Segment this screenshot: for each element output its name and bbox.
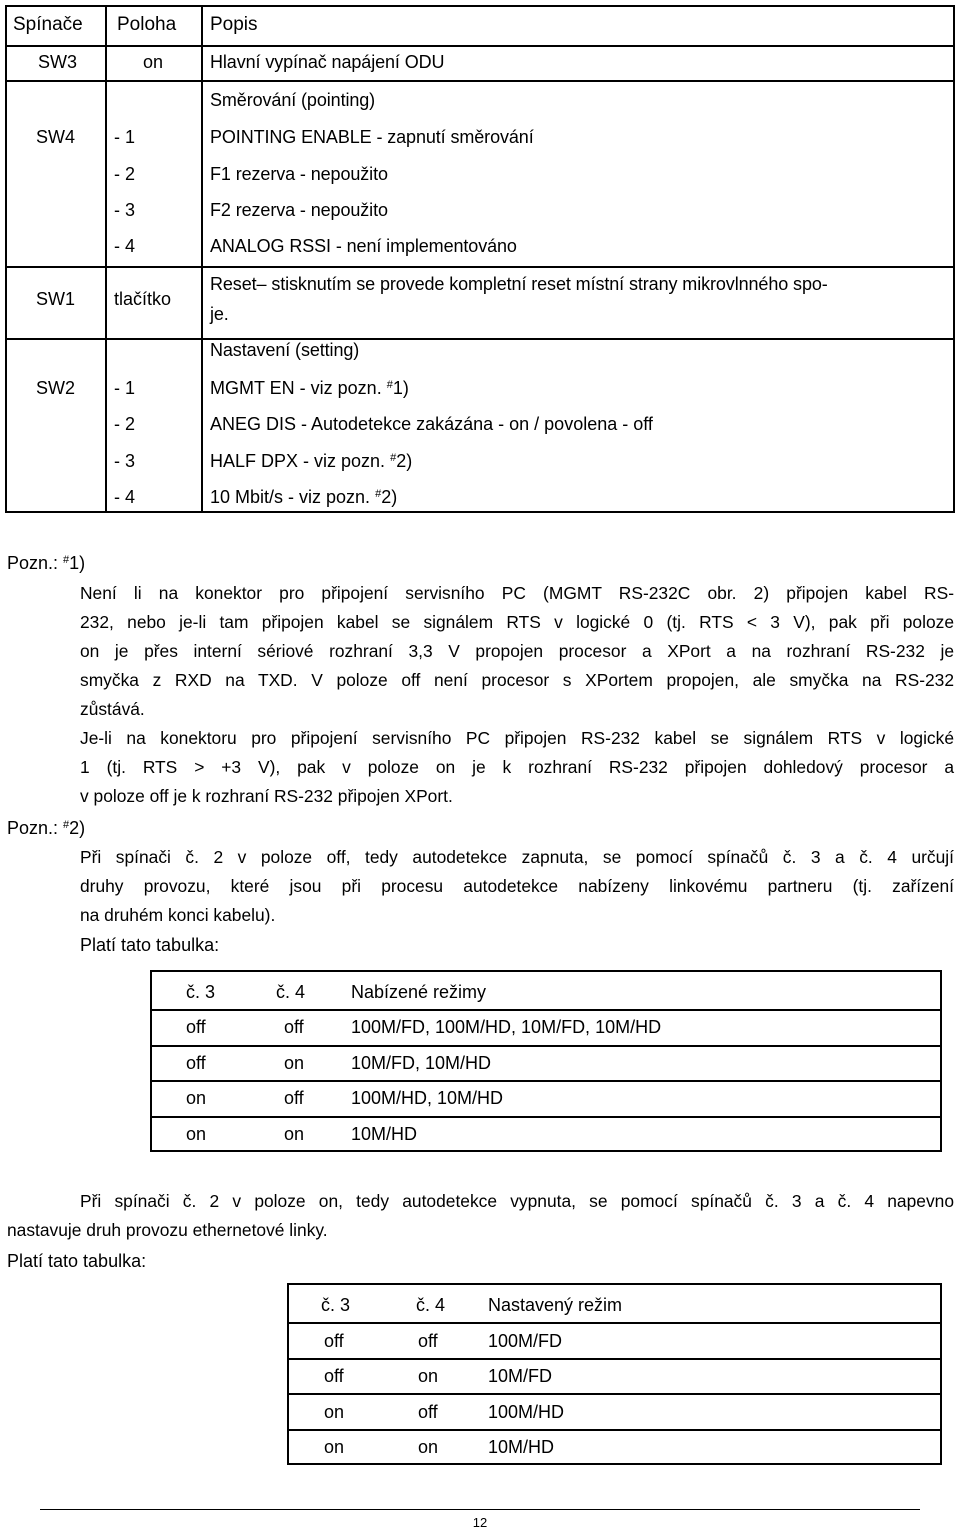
- row-description: F1 rezerva - nepoužito: [210, 164, 388, 184]
- row-description: 10 Mbit/s - viz pozn. #2): [210, 487, 398, 507]
- table1-header-c3: č. 3: [186, 982, 216, 1002]
- note1-label: Pozn.: #1): [7, 553, 86, 573]
- table2-cell: off: [418, 1402, 438, 1422]
- table1-cell: off: [186, 1053, 206, 1073]
- header-description: Popis: [210, 14, 258, 35]
- row-switch: SW2: [36, 378, 76, 398]
- row-description-cont: je.: [210, 304, 229, 324]
- row-position: - 3: [114, 451, 136, 471]
- header-switches: Spínače: [13, 14, 83, 35]
- table2-header-mode: Nastavený režim: [488, 1295, 623, 1315]
- modes-table-1: [150, 970, 942, 1152]
- row-position: on: [143, 52, 164, 72]
- note1-paragraph-2: Je-li na konektoru pro připojení servisního PC připojen RS-232 kabel se signálem RTS v logické 1 (tj. RTS > +3 V), pak v poloze on je k rozhraní RS-232 připojen dohledový procesor a v poloze off je k rozhraní RS-232 připojen XPort.: [80, 728, 954, 806]
- table2-cell: 10M/FD: [488, 1366, 553, 1386]
- row-position: tlačítko: [114, 289, 172, 309]
- row-description: Směrování (pointing): [210, 90, 376, 110]
- row-description: Reset– stisknutím se provede kompletní reset místní strany mikrovlnného spo-: [210, 274, 828, 294]
- footer-rule: [40, 1509, 920, 1510]
- table1-cell: off: [284, 1017, 304, 1037]
- row-position: - 2: [114, 414, 136, 434]
- table2-cell: 100M/FD: [488, 1331, 563, 1351]
- table2-cell: on: [418, 1366, 439, 1386]
- table1-header-modes: Nabízené režimy: [351, 982, 487, 1002]
- table2-cell: on: [324, 1437, 345, 1457]
- table1-cell: on: [284, 1053, 305, 1073]
- row-position: - 1: [114, 378, 136, 398]
- table1-cell: 100M/HD, 10M/HD: [351, 1088, 504, 1108]
- row-description: POINTING ENABLE - zapnutí směrování: [210, 127, 534, 147]
- row-position: - 4: [114, 236, 136, 256]
- note2-label: Pozn.: #2): [7, 818, 86, 838]
- row-switch: SW4: [36, 127, 76, 147]
- table1-intro: Platí tato tabulka:: [80, 935, 220, 955]
- table1-cell: on: [186, 1124, 207, 1144]
- page-number: 12: [472, 1515, 488, 1530]
- row-description: F2 rezerva - nepoužito: [210, 200, 388, 220]
- table1-cell: 10M/FD, 10M/HD: [351, 1053, 492, 1073]
- table2-cell: off: [324, 1331, 344, 1351]
- note2-paragraph-2: Při spínači č. 2 v poloze on, tedy autodetekce vypnuta, se pomocí spínačů č. 3 a č. 4 napevno: [80, 1191, 954, 1211]
- row-description: Hlavní vypínač napájení ODU: [210, 52, 445, 72]
- switch-table: [5, 5, 955, 513]
- row-description: Nastavení (setting): [210, 340, 360, 360]
- row-position: - 1: [114, 127, 136, 147]
- table2-cell: on: [418, 1437, 439, 1457]
- table2-cell: 100M/HD: [488, 1402, 565, 1422]
- row-description: ANEG DIS - Autodetekce zakázána - on / povolena - off: [210, 414, 653, 434]
- table2-cell: off: [418, 1331, 438, 1351]
- table1-cell: off: [186, 1017, 206, 1037]
- table1-cell: 10M/HD: [351, 1124, 418, 1144]
- table2-header-c4: č. 4: [416, 1295, 446, 1315]
- row-position: - 3: [114, 200, 136, 220]
- row-switch: SW3: [38, 52, 78, 72]
- note2-paragraph-2-cont: nastavuje druh provozu ethernetové linky.: [7, 1220, 328, 1240]
- row-position: - 2: [114, 164, 136, 184]
- table1-header-c4: č. 4: [276, 982, 306, 1002]
- table2-cell: 10M/HD: [488, 1437, 555, 1457]
- row-description: ANALOG RSSI - není implementováno: [210, 236, 517, 256]
- table2-cell: on: [324, 1402, 345, 1422]
- row-description: HALF DPX - viz pozn. #2): [210, 451, 413, 471]
- header-position: Poloha: [117, 14, 177, 35]
- row-position: - 4: [114, 487, 136, 507]
- note1-paragraph-1: Není li na konektor pro připojení servisního PC (MGMT RS-232C obr. 2) připojen kabel RS- 232, nebo je-li tam připojen kabel se signálem RTS v logické 0 (tj. RTS < 3 V), pak při poloze on je přes interní sériové rozhraní 3,3 V propojen procesor a XPort a na rozhraní RS-232 je smyčka z RXD na TXD. V poloze off není procesor s XPortem propojen, ale smyčka na RS-232 zůstává.: [80, 583, 954, 719]
- row-switch: SW1: [36, 289, 76, 309]
- note2-paragraph-1: Při spínači č. 2 v poloze off, tedy autodetekce zapnuta, se pomocí spínačů č. 3 a č. 4 určují druhy provozu, které jsou při procesu autodetekce nabízeny linkovému partneru (tj. zařízení na druhém konci kabelu).: [80, 847, 954, 925]
- table1-cell: 100M/FD, 100M/HD, 10M/FD, 10M/HD: [351, 1017, 662, 1037]
- table1-cell: off: [284, 1088, 304, 1108]
- table2-intro: Platí tato tabulka:: [7, 1251, 147, 1271]
- table1-cell: on: [186, 1088, 207, 1108]
- table1-cell: on: [284, 1124, 305, 1144]
- row-description: MGMT EN - viz pozn. #1): [210, 378, 409, 398]
- table2-header-c3: č. 3: [321, 1295, 351, 1315]
- table2-cell: off: [324, 1366, 344, 1386]
